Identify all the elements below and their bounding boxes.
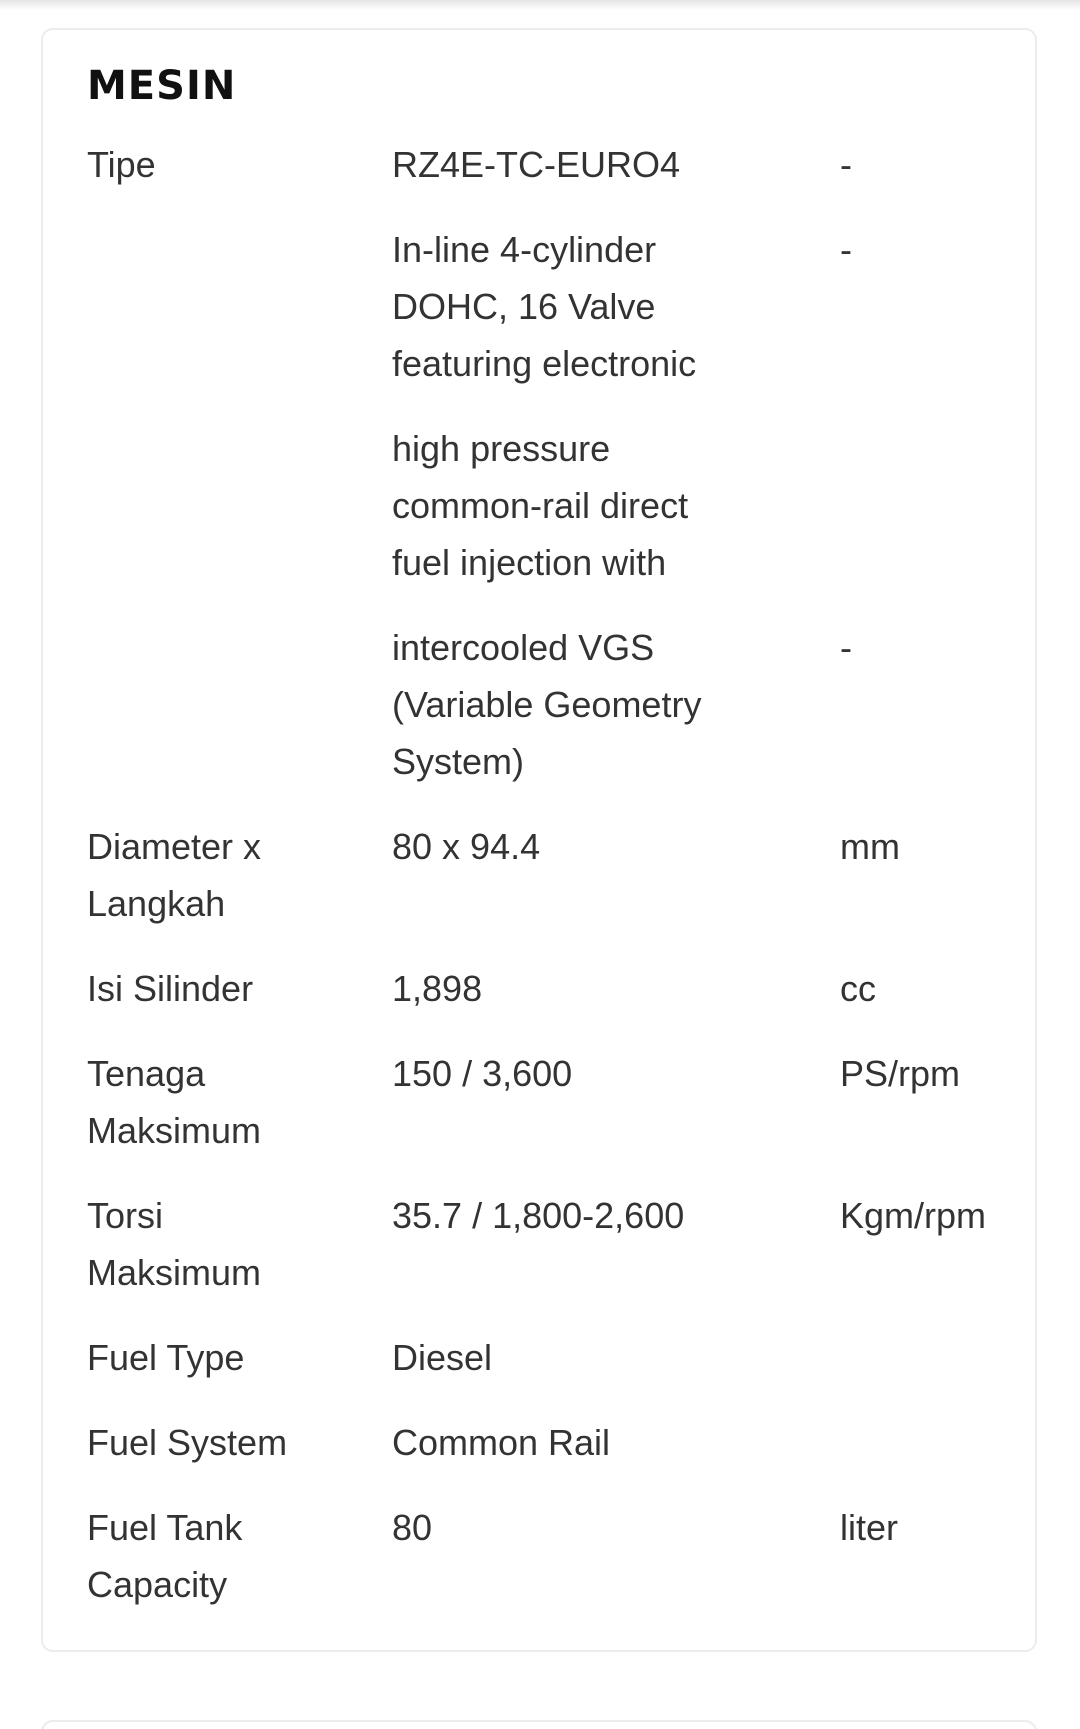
- spec-row-tenaga-maksimum: [87, 1045, 1007, 1159]
- next-card-edge: [41, 1720, 1037, 1729]
- header-shadow: [0, 0, 1080, 10]
- spec-unit: liter: [840, 1507, 899, 1548]
- spec-row-isi-silinder: [87, 960, 1007, 1017]
- spec-value: 35.7 / 1,800-2,600: [392, 1195, 685, 1236]
- spec-unit: [840, 1414, 1007, 1471]
- spec-unit: -: [840, 144, 852, 185]
- spec-row-tipe-detail-3: [87, 619, 1007, 790]
- spec-label: Torsi Maksimum: [87, 1195, 262, 1293]
- engine-spec-card: [41, 28, 1037, 1652]
- section-title: MESIN: [87, 63, 237, 109]
- spec-label: [87, 619, 392, 790]
- spec-value: 80 x 94.4: [392, 826, 541, 867]
- spec-label: Fuel System: [87, 1422, 288, 1463]
- spec-row-tipe-detail-1: [87, 221, 1007, 392]
- spec-row-fuel-tank-capacity: [87, 1499, 1007, 1613]
- spec-label: [87, 420, 392, 591]
- spec-unit: mm: [840, 826, 900, 867]
- spec-label: [87, 221, 392, 392]
- spec-unit: [840, 420, 1007, 591]
- spec-value: RZ4E-TC-EURO4: [392, 144, 681, 185]
- spec-value: Common Rail: [392, 1422, 611, 1463]
- spec-label: Fuel Tank Capacity: [87, 1507, 243, 1605]
- spec-table: [87, 136, 1007, 1641]
- spec-row-torsi-maksimum: [87, 1187, 1007, 1301]
- spec-row-fuel-type: [87, 1329, 1007, 1386]
- spec-value: 80: [392, 1507, 433, 1548]
- spec-unit: PS/rpm: [840, 1053, 961, 1094]
- spec-row-fuel-system: [87, 1414, 1007, 1471]
- spec-value: Diesel: [392, 1337, 493, 1378]
- spec-row-tipe-detail-2: [87, 420, 1007, 591]
- spec-row-diameter-langkah: [87, 818, 1007, 932]
- spec-label: Tenaga Maksimum: [87, 1053, 262, 1151]
- spec-label: Diameter x Langkah: [87, 826, 262, 924]
- spec-label: Fuel Type: [87, 1337, 245, 1378]
- spec-value: In-line 4-cylinder DOHC, 16 Valve featuring electronic: [392, 229, 697, 384]
- spec-unit: -: [840, 229, 852, 270]
- spec-unit: Kgm/rpm: [840, 1195, 987, 1236]
- spec-value: 150 / 3,600: [392, 1053, 573, 1094]
- spec-unit: cc: [840, 968, 876, 1009]
- spec-unit: -: [840, 627, 852, 668]
- spec-unit: [840, 1329, 1007, 1386]
- spec-row-tipe: [87, 136, 1007, 193]
- spec-label: Isi Silinder: [87, 968, 254, 1009]
- spec-value: intercooled VGS (Variable Geometry System): [392, 627, 702, 782]
- spec-value: high pressure common-rail direct fuel injection with: [392, 428, 689, 583]
- spec-label: Tipe: [87, 144, 156, 185]
- spec-value: 1,898: [392, 968, 483, 1009]
